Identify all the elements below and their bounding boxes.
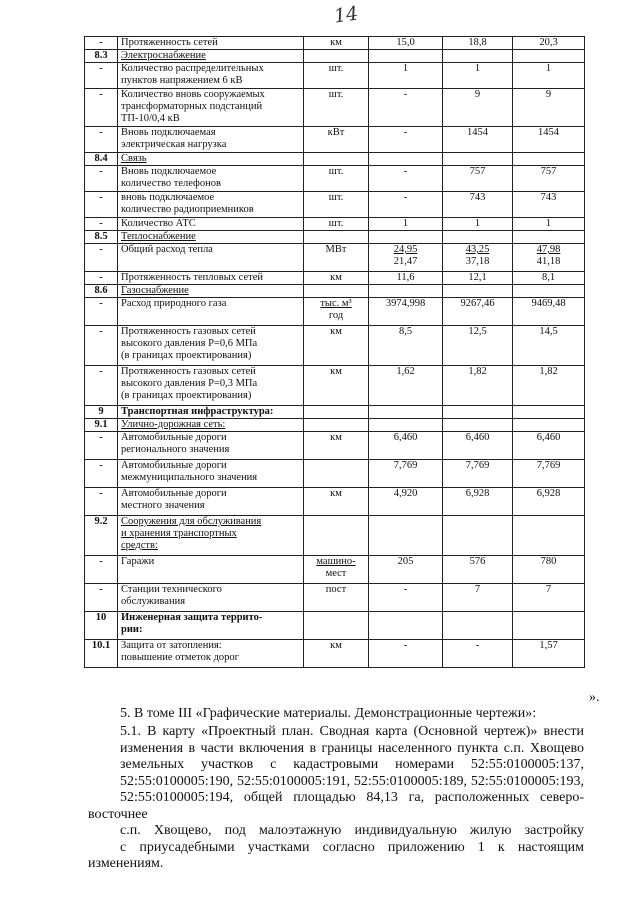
cell-line: местного значения [121, 500, 205, 511]
unit-cell [304, 556, 369, 584]
cell-line: вновь подключаемое [121, 192, 215, 203]
value-cell-v2: 9 [443, 89, 513, 127]
indicator-name [118, 272, 304, 285]
value-cell-v2: - [443, 640, 513, 668]
value-cell-v1: 8,5 [369, 326, 443, 366]
table-row [85, 127, 585, 153]
value-cell-v3: 9469,48 [513, 298, 585, 326]
row-number: 9.1 [85, 419, 118, 432]
value-cell-v3 [513, 419, 585, 432]
value-cell-v3: 6,460 [513, 432, 585, 460]
unit-cell: км [304, 272, 369, 285]
table-row [85, 89, 585, 127]
value-cell-v1 [369, 419, 443, 432]
cell-line: и хранения транспортных [121, 528, 237, 539]
cell-line: трансформаторных подстанций [121, 101, 263, 112]
cell-line: Автомобильные дороги [121, 432, 227, 443]
value-cell-v3 [513, 516, 585, 556]
value-cell-v2: 743 [443, 192, 513, 218]
indicator-name [118, 63, 304, 89]
value-cell-v2 [443, 244, 513, 272]
indicator-name [118, 366, 304, 406]
table-row [85, 326, 585, 366]
row-number: 10.1 [85, 640, 118, 668]
cell-line: рии: [121, 624, 143, 635]
value-cell-v3: 14,5 [513, 326, 585, 366]
indicator-name [118, 127, 304, 153]
value-cell-v1: 6,460 [369, 432, 443, 460]
row-number: - [85, 488, 118, 516]
cell-line: Электроснабжение [121, 50, 206, 61]
table-row [85, 419, 585, 432]
unit-cell [304, 231, 369, 244]
cell-line: Теплоснабжение [121, 231, 196, 242]
value-cell-v3: 8,1 [513, 272, 585, 285]
value-cell-v1 [369, 231, 443, 244]
indicator-name [118, 298, 304, 326]
value-cell-v1: - [369, 89, 443, 127]
value-cell-v3: 1454 [513, 127, 585, 153]
value-cell-v3 [513, 231, 585, 244]
table-row [85, 285, 585, 298]
value-cell-v1: - [369, 166, 443, 192]
paragraph-line: 5.1. В карту «Проектный план. Сводная карта (Основной чертеж)» внести [120, 724, 584, 739]
indicator-name [118, 231, 304, 244]
paragraph-line: 52:55:0100005:194, общей площадью 84,13 га, расположенных северо-восточнее [88, 790, 584, 822]
cell-line: 41,18 [536, 256, 561, 267]
value-cell-v1: - [369, 192, 443, 218]
table-row [85, 272, 585, 285]
cell-line: регионального значения [121, 444, 230, 455]
unit-cell: шт. [304, 166, 369, 192]
page-number: 14 [332, 2, 360, 28]
unit-cell: км [304, 640, 369, 668]
cell-line: (в границах проектирования) [121, 390, 252, 401]
value-cell-v3 [513, 406, 585, 419]
value-cell-v3: 7,769 [513, 460, 585, 488]
paragraph-line: с приусадебными участками согласно приложению 1 к настоящим изменениям. [88, 839, 584, 871]
indicator-name [118, 89, 304, 127]
value-cell-v2 [443, 419, 513, 432]
unit-cell [304, 50, 369, 63]
table-body [85, 37, 585, 668]
value-cell-v3 [513, 285, 585, 298]
value-cell-v1 [369, 612, 443, 640]
value-cell-v2 [443, 406, 513, 419]
unit-cell [304, 419, 369, 432]
cell-line: Улично-дорожная сеть: [121, 419, 226, 430]
cell-line: высокого давления Р=0,6 МПа [121, 338, 258, 349]
row-number: 9.2 [85, 516, 118, 556]
row-number: - [85, 166, 118, 192]
value-cell-v2: 1 [443, 218, 513, 231]
table-row [85, 488, 585, 516]
row-number: - [85, 37, 118, 50]
cell-line: ТП-10/0,4 кВ [121, 113, 180, 124]
cell-line: Вновь подключаемое [121, 166, 217, 177]
cell-line: (в границах проектирования) [121, 350, 252, 361]
cell-line: Протяженность сетей [121, 37, 218, 48]
cell-line: количество радиоприемников [121, 204, 254, 215]
value-cell-v3 [513, 50, 585, 63]
value-cell-v2: 12,5 [443, 326, 513, 366]
row-number: - [85, 127, 118, 153]
unit-cell [304, 460, 369, 488]
row-number: 10 [85, 612, 118, 640]
value-cell-v2: 12,1 [443, 272, 513, 285]
value-cell-v3: 9 [513, 89, 585, 127]
unit-cell: км [304, 432, 369, 460]
unit-cell: шт. [304, 89, 369, 127]
paragraph-line: изменения в части включения в границы населенного пункта с.п. Хвощево [120, 740, 584, 756]
table-row [85, 556, 585, 584]
paragraph-line: с.п. Хвощево, под малоэтажную индивидуальную жилую застройку [120, 823, 584, 838]
cell-line: высокого давления Р=0,3 МПа [121, 378, 258, 389]
value-cell-v3: 7 [513, 584, 585, 612]
value-cell-v1 [369, 153, 443, 166]
cell-line: пунктов напряжением 6 кВ [121, 75, 243, 86]
value-cell-v3: 780 [513, 556, 585, 584]
row-number: 9 [85, 406, 118, 419]
unit-cell [304, 516, 369, 556]
indicator-name [118, 50, 304, 63]
cell-line: 37,18 [465, 256, 490, 267]
indicator-name [118, 326, 304, 366]
indicator-name [118, 192, 304, 218]
value-cell-v3: 1,57 [513, 640, 585, 668]
cell-line: Транспортная инфраструктура: [121, 406, 274, 417]
value-cell-v3: 1 [513, 218, 585, 231]
indicator-name [118, 244, 304, 272]
value-cell-v1: 1 [369, 218, 443, 231]
value-cell-v2: 18,8 [443, 37, 513, 50]
value-cell-v1: 1,62 [369, 366, 443, 406]
cell-line: Связь [121, 153, 147, 164]
cell-line: Защита от затопления: [121, 640, 222, 651]
unit-cell [304, 406, 369, 419]
row-number: - [85, 63, 118, 89]
value-cell-v3: 6,928 [513, 488, 585, 516]
row-number: - [85, 432, 118, 460]
value-cell-v1 [369, 285, 443, 298]
row-number: - [85, 192, 118, 218]
cell-line: Сооружения для обслуживания [121, 516, 262, 527]
row-number: 8.5 [85, 231, 118, 244]
indicator-name [118, 432, 304, 460]
value-cell-v1: 15,0 [369, 37, 443, 50]
unit-cell: км [304, 37, 369, 50]
value-cell-v1 [369, 516, 443, 556]
value-cell-v2: 7,769 [443, 460, 513, 488]
cell-line: 21,47 [393, 256, 418, 267]
row-number: 8.4 [85, 153, 118, 166]
indicators-table [84, 36, 585, 668]
cell-line: 43,25 [465, 244, 490, 255]
indicator-name [118, 285, 304, 298]
table-row [85, 640, 585, 668]
cell-line: Инженерная защита террито- [121, 612, 263, 623]
value-cell-v3 [513, 612, 585, 640]
paragraph-5-1 [88, 724, 584, 873]
table-row [85, 63, 585, 89]
cell-line: 47,98 [536, 244, 561, 255]
cell-line: Автомобильные дороги [121, 488, 227, 499]
cell-line: межмуниципального значения [121, 472, 258, 483]
value-cell-v1: 1 [369, 63, 443, 89]
value-cell-v1: 11,6 [369, 272, 443, 285]
row-number: - [85, 584, 118, 612]
indicator-name [118, 516, 304, 556]
cell-line: Протяженность газовых сетей [121, 326, 256, 337]
unit-cell: шт. [304, 63, 369, 89]
indicator-name [118, 460, 304, 488]
row-number: - [85, 298, 118, 326]
unit-cell: км [304, 326, 369, 366]
table-row [85, 612, 585, 640]
cell-line: Количество распределительных [121, 63, 264, 74]
cell-line: Станции технического [121, 584, 222, 595]
unit-cell: шт. [304, 192, 369, 218]
unit-cell: шт. [304, 218, 369, 231]
cell-line: год [328, 310, 344, 321]
table-row [85, 406, 585, 419]
value-cell-v2 [443, 516, 513, 556]
value-cell-v1: - [369, 584, 443, 612]
cell-line: Расход природного газа [121, 298, 227, 309]
closing-quote: ». [589, 690, 600, 705]
value-cell-v1: - [369, 640, 443, 668]
row-number: - [85, 326, 118, 366]
cell-line: Автомобильные дороги [121, 460, 227, 471]
value-cell-v2 [443, 231, 513, 244]
value-cell-v2: 1 [443, 63, 513, 89]
table-row [85, 218, 585, 231]
value-cell-v3: 743 [513, 192, 585, 218]
indicator-name [118, 612, 304, 640]
value-cell-v3 [513, 244, 585, 272]
indicator-name [118, 640, 304, 668]
value-cell-v2: 757 [443, 166, 513, 192]
indicator-name [118, 218, 304, 231]
cell-line: Количество вновь сооружаемых [121, 89, 265, 100]
row-number: - [85, 272, 118, 285]
indicator-name [118, 584, 304, 612]
row-number: - [85, 366, 118, 406]
cell-line: машино- [316, 556, 356, 567]
indicator-name [118, 488, 304, 516]
table-row [85, 166, 585, 192]
value-cell-v2: 576 [443, 556, 513, 584]
unit-cell: км [304, 366, 369, 406]
cell-line: количество телефонов [121, 178, 221, 189]
unit-cell: км [304, 488, 369, 516]
value-cell-v1: 3974,998 [369, 298, 443, 326]
value-cell-v1 [369, 50, 443, 63]
cell-line: Общий расход тепла [121, 244, 213, 255]
cell-line: тыс. м³ [320, 298, 352, 309]
paragraph-5: 5. В томе III «Графические материалы. Демонстрационные чертежи»: [120, 706, 537, 721]
unit-cell [304, 285, 369, 298]
value-cell-v3: 20,3 [513, 37, 585, 50]
value-cell-v2: 1,82 [443, 366, 513, 406]
table-row [85, 244, 585, 272]
value-cell-v2: 6,928 [443, 488, 513, 516]
row-number: - [85, 556, 118, 584]
row-number: 8.3 [85, 50, 118, 63]
table-row [85, 37, 585, 50]
value-cell-v2 [443, 50, 513, 63]
unit-cell [304, 612, 369, 640]
unit-cell: пост [304, 584, 369, 612]
value-cell-v1: 205 [369, 556, 443, 584]
cell-line: электрическая нагрузка [121, 139, 227, 150]
indicator-name [118, 37, 304, 50]
value-cell-v2: 6,460 [443, 432, 513, 460]
table-row [85, 366, 585, 406]
value-cell-v3: 757 [513, 166, 585, 192]
value-cell-v2 [443, 153, 513, 166]
value-cell-v2: 1454 [443, 127, 513, 153]
cell-line: мест [325, 568, 347, 579]
row-number: - [85, 244, 118, 272]
value-cell-v1 [369, 406, 443, 419]
value-cell-v2: 7 [443, 584, 513, 612]
cell-line: Гаражи [121, 556, 155, 567]
value-cell-v1: 7,769 [369, 460, 443, 488]
table-row [85, 432, 585, 460]
table-row [85, 153, 585, 166]
indicator-name [118, 419, 304, 432]
indicator-name [118, 153, 304, 166]
table-row [85, 50, 585, 63]
indicator-name [118, 556, 304, 584]
cell-line: обслуживания [121, 596, 186, 607]
cell-line: Протяженность тепловых сетей [121, 272, 263, 283]
value-cell-v1: 4,920 [369, 488, 443, 516]
table-row [85, 231, 585, 244]
unit-cell: МВт [304, 244, 369, 272]
table-row [85, 298, 585, 326]
cell-line: Протяженность газовых сетей [121, 366, 256, 377]
cell-line: повышение отметок дорог [121, 652, 239, 663]
value-cell-v3: 1 [513, 63, 585, 89]
cell-line: 24,95 [393, 244, 418, 255]
table-row [85, 516, 585, 556]
table-row [85, 584, 585, 612]
unit-cell [304, 298, 369, 326]
unit-cell [304, 153, 369, 166]
row-number: 8.6 [85, 285, 118, 298]
cell-line: Вновь подключаемая [121, 127, 216, 138]
unit-cell: кВт [304, 127, 369, 153]
value-cell-v3 [513, 153, 585, 166]
cell-line: средств: [121, 540, 158, 551]
indicator-name [118, 406, 304, 419]
value-cell-v1: - [369, 127, 443, 153]
row-number: - [85, 218, 118, 231]
value-cell-v3: 1,82 [513, 366, 585, 406]
value-cell-v2 [443, 285, 513, 298]
cell-line: Количество АТС [121, 218, 196, 229]
row-number: - [85, 460, 118, 488]
row-number: - [85, 89, 118, 127]
cell-line: Газоснабжение [121, 285, 189, 296]
table-row [85, 192, 585, 218]
indicator-name [118, 166, 304, 192]
paragraph-line: 52:55:0100005:190, 52:55:0100005:191, 52:55:0100005:189, 52:55:0100005:193, [120, 773, 584, 789]
value-cell-v2: 9267,46 [443, 298, 513, 326]
value-cell-v1 [369, 244, 443, 272]
paragraph-line: земельных участков с кадастровыми номерами 52:55:0100005:137, [120, 757, 584, 772]
table-row [85, 460, 585, 488]
value-cell-v2 [443, 612, 513, 640]
